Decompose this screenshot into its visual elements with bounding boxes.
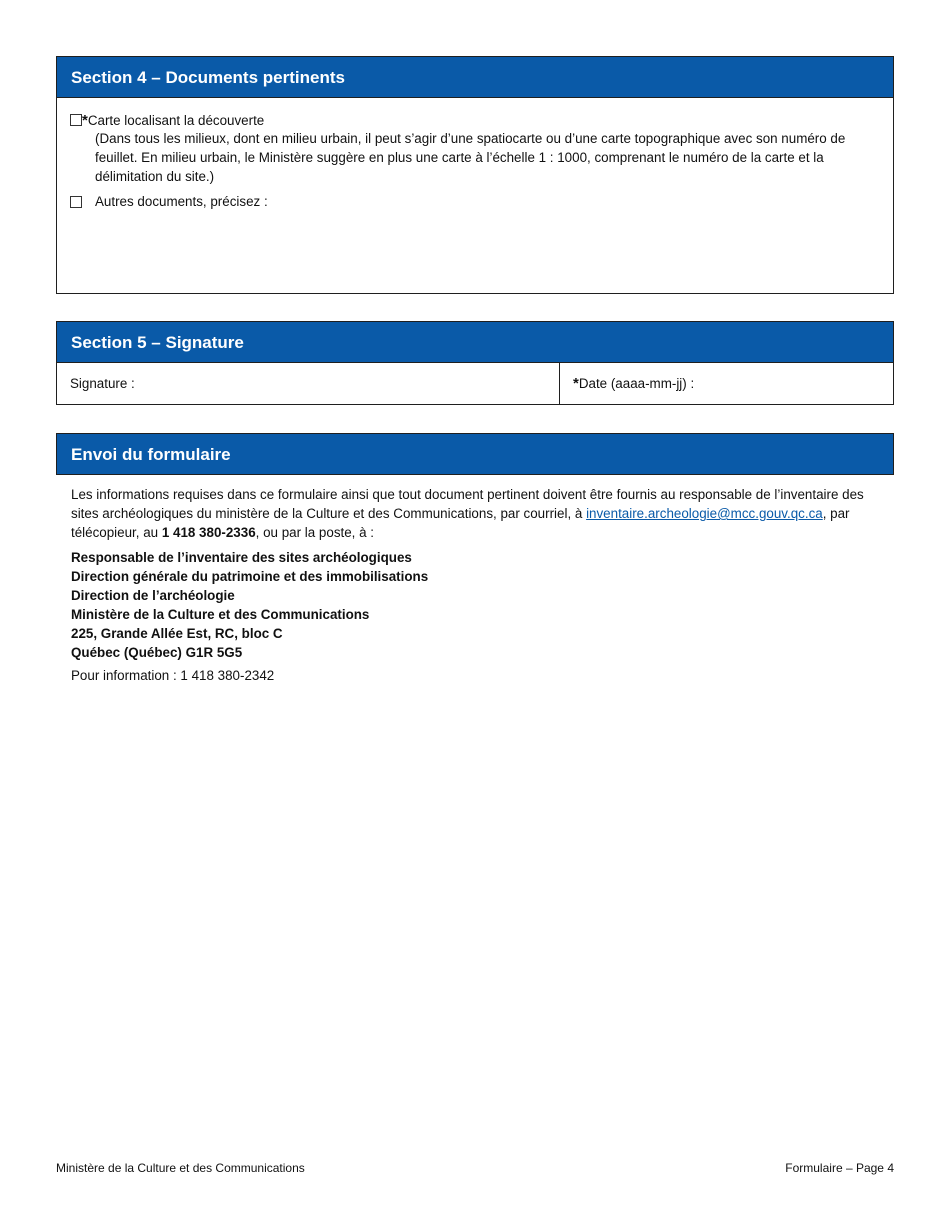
carte-note: (Dans tous les milieux, dont en milieu urbain, il peut s’agir d’une spatiocarte ou d’une carte topographique avec son numéro de feuillet. En milieu urbain, le Ministère suggère en plus une carte à l’échelle 1 : 1000, comprenant le numéro de la carte et la délimitation du site.) [95,131,846,184]
envoi-text-1: Les informations requises dans ce formulaire ainsi que tout document pertinent doivent être fournis au responsable de l’inventaire des sites archéologiques du ministère de la Culture et des Communications, par courriel, à [71,487,864,521]
address-line: Ministère de la Culture et des Communications [71,607,370,622]
section-4-title: Section 4 – Documents pertinents [57,57,893,98]
envoi-section [56,433,894,475]
section-5-signature [56,321,894,405]
autres-documents-option [70,193,82,212]
section-5-title: Section 5 – Signature [57,322,893,363]
address-line: Direction générale du patrimoine et des immobilisations [71,569,429,584]
fax-number: 1 418 380-2336 [161,525,256,540]
email-link[interactable]: inventaire.archeologie@mcc.gouv.qc.ca [586,506,823,521]
address-line: Responsable de l’inventaire des sites archéologiques [71,550,412,565]
mailing-address [71,548,883,662]
signature-row [57,363,893,405]
info-phone: Pour information : 1 418 380-2342 [71,668,275,683]
carte-option [70,111,264,130]
address-line: Direction de l’archéologie [71,588,235,603]
envoi-text-2: , par télécopieur, au [71,506,850,540]
envoi-paragraph [71,485,883,542]
date-label: Date (aaaa-mm-jj) : [578,376,695,391]
carte-label: Carte localisant la découverte [87,113,265,128]
date-field[interactable] [560,363,893,405]
autres-documents-checkbox[interactable] [70,196,82,208]
autres-documents-label: Autres documents, précisez : [95,194,268,209]
address-line: 225, Grande Allée Est, RC, bloc C [71,626,283,641]
required-marker: * [573,375,579,392]
carte-checkbox[interactable] [70,114,82,126]
signature-label: Signature : [70,376,135,391]
envoi-text-3: , ou par la poste, à : [255,525,375,540]
address-line: Québec (Québec) G1R 5G5 [71,645,243,660]
required-marker: * [82,112,88,129]
envoi-title: Envoi du formulaire [57,434,893,475]
footer-ministry: Ministère de la Culture et des Communications [56,1161,305,1175]
signature-field[interactable] [57,363,560,405]
section-4-documents [56,56,894,294]
footer-page-number: Formulaire – Page 4 [785,1161,894,1175]
